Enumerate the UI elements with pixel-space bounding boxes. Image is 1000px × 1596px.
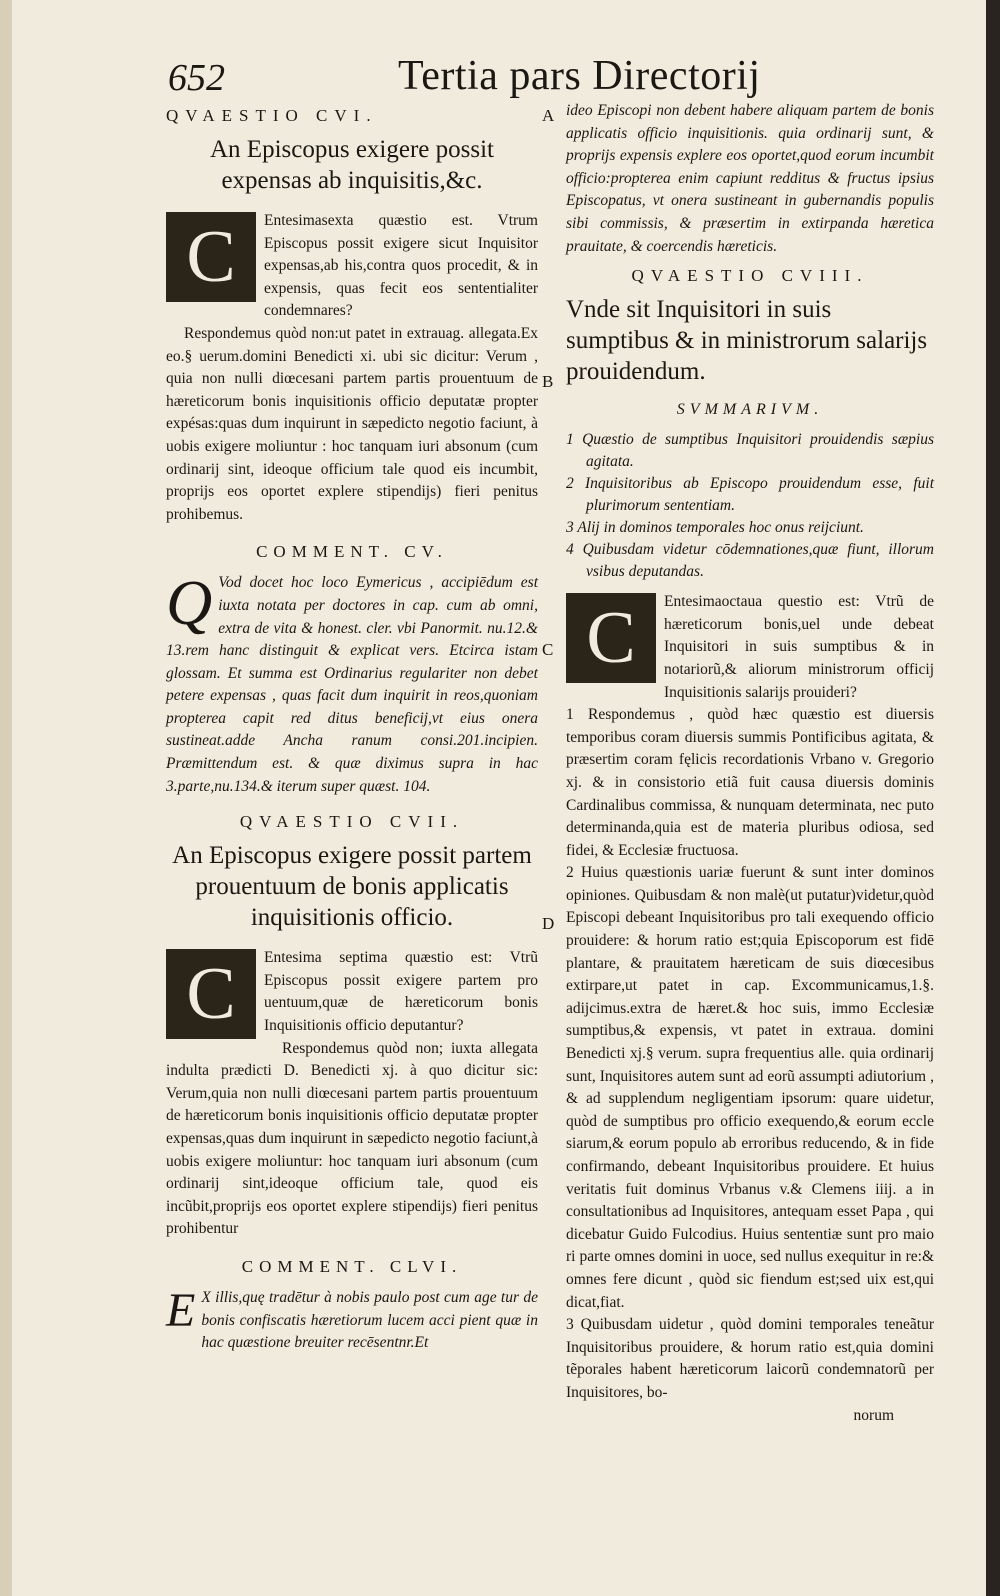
question-106-paragraph xyxy=(166,210,538,323)
comment-156-label: COMMENT. CLVI. xyxy=(241,1256,463,1276)
question-106-label: QVAESTIO CVI. xyxy=(166,106,378,125)
initial-letter: E xyxy=(166,1283,196,1337)
summary-item: 2 Inquisitoribus ab Episcopo prouidendum esse, fuit plurimorum sententiam. xyxy=(566,475,934,515)
question-107-answer: Respondemus quòd non; iuxta allegata indulta prædicti D. Benedicti xj. à quo dicitur sic: Verum,quia non nulli diœcesani partem partis prouentuum de hæreticorum bonis inquisitionis officio deputatæ propter expensas,quas dum inquirunt in sæpedicto negotio faciunt,à uobis exigere moliuntur: hoc tanquam iuri absonum (cum ordinarij sint,ideoque officium tale, quod eis incũbit,proprijs eos oportet explere stipendijs) fieri penitus prohibentur xyxy=(166,1039,538,1238)
question-106-answer: Respondemus quòd non:ut patet in extrauag. allegata.Ex eo.§ uerum.domini Benedicti xi. ubi sic dicitur: Verum , quia non nulli diœcesani partem partis prouentuum de hæreticorum bonis inquisitionis officio deputatæ propter expésas:quas dum inquirunt in sæpedicto negotio faciunt, à uobis exigere moliuntur : hoc tanquam iuri absonum (cum ordinarij sint, ideoque officium tale quod eis incumbit, proprijs eos oportet explere stipendijs) fieri penitus prohibemus. xyxy=(166,324,538,523)
question-107-title: An Episcopus exigere possit partem prouentuum de bonis applicatis inquisitionis officio. xyxy=(172,842,532,932)
summary-item: 1 Quæstio de sumptibus Inquisitori prouidendis sæpius agitata. xyxy=(566,431,934,471)
question-108-text: Entesimaoctaua questio est: Vtrũ de hæreticorum bonis,uel unde debeat Inquisitori in suis sumptibus & in notariorũ,& aliorum ministrorum officij Inquisitionis salarijs prouideri? xyxy=(664,593,934,701)
margin-letter-b: B xyxy=(542,372,554,391)
question-108-paragraph xyxy=(566,591,934,704)
summary-item: 3 Alij in dominos temporales hoc onus reijciunt. xyxy=(566,519,864,537)
margin-letter-d: D xyxy=(542,914,555,933)
summary-item: 4 Quibusdam videtur cōdemnationes,quæ fiunt, illorum vsibus deputandas. xyxy=(566,541,934,581)
left-column xyxy=(166,100,538,1355)
question-107-label: QVAESTIO CVII. xyxy=(239,812,465,832)
question-107-text: Entesima septima quæstio est: Vtrũ Episcopus possit exigere partem pro uentuum,quæ de hæreticorum bonis Inquisitionis officio deputantur? xyxy=(264,949,538,1035)
question-107-paragraph xyxy=(166,947,538,1037)
answer-paragraph-2: 2 Huius quæstionis uariæ fuerunt & sunt inter dominos opiniones. Quibusdam & non malè(ut putatur)videtur,quòd Episcopi debeant Inquisitoribus pro tali exequendo officio prouidere: & horum ratio est;quia Episcoporum est fidē plantare, & prauitatem hæreticam de suis diœcesibus extirpare,ut patet in cap. Excommunicamus,1.§. adijcimus.extra de hæret.& hoc suis, immo Ecclesiæ sumptibus,& expensis, vt patet in extraua. domini Benedicti xj.§ verum. supra frequentius alle. quia ordinarij sunt, Inquisitores autem sunt ad eorũ assumpti adiutorium , & ad supplendum negligentiam ipsorum: quare uidetur, quòd de sumptibus pro officio exequendo,& eorum eccle siarum,& eorum populo ab erroribus reducendo, & in fide confirmando, debeant Inquisitoribus prouidere. Et huius veritatis fuit dominus Vrbanus v.& Clemens iiij. a in consultationibus ad Inquisitores, antequam esset Papa , qui dicebatur Guido Fulcodius. Huius sententiæ sunt pro maio ri parte omnes domini in uoce, sed nullus exequitur in re:& omnes fere dicunt , quòd sic fiendum est;sed uix est,qui dicat,fiat. xyxy=(566,864,934,1311)
question-106-text: Entesimasexta quæstio est. Vtrum Episcopus possit exigere sicut Inquisitor expensas,ab his,contra quos procedit, & in expensis, quas fecit eos sententialiter condemnares? xyxy=(264,212,538,320)
question-106-title: An Episcopus exigere possit expensas ab inquisitis,&c. xyxy=(210,136,494,194)
answer-paragraph-3: 3 Quibusdam uidetur , quòd domini temporales teneãtur Inquisitoribus prouidere, & horum ratio est,quia domini tẽporales habent hæreticorum laicorũ condemnatorũ per Inquisitores, bo- xyxy=(566,1316,934,1401)
page-edge-right xyxy=(986,0,1000,1596)
comment-156-text: X illis,quę tradētur à nobis paulo post cum age tur de bonis confiscatis hæretiorum lucem acci pient quæ in hac quæstione breuiter recēsentnr.Et xyxy=(201,1288,538,1352)
right-column xyxy=(566,100,934,1427)
decorated-initial: C xyxy=(566,593,656,683)
summarium-label: SVMMARIVM. xyxy=(676,401,824,419)
comment-105-text: Vod docet hoc loco Eymericus , accipiēdum est iuxta notata per doctores in cap. cum ab omni, extra de vita & honest. cler. vbi Panormit. nu.12.& 13.rem hanc distinguit & explicat vers. Etcirca istam glossam. Et summa est Ordinarius regulariter non debet petere expensas , quas facit dum inquirit in reos,quoniam propterea capit red ditus beneficij,vt eius onera sustineat.adde Ancha ranum consi.201.incipien. Præmittendum est. & quæ diximus supra in hac 3.parte,nu.134.& iterum super quæst. 104. xyxy=(166,574,538,795)
initial-letter: Q xyxy=(166,567,213,639)
question-108-title: Vnde sit Inquisitori in suis sumptibus & in ministrorum salarijs prouidendum. xyxy=(566,296,928,386)
question-108-label: QVAESTIO CVIII. xyxy=(631,266,869,286)
answer-paragraph-1: 1 Respondemus , quòd hæc quæstio est diuersis temporibus coram diuersis summis Pontificibus agitata, & præsertim coram fęlicis recordationis Vrbano v. Gregorio xj. & in consistorio etiã fuit causa diuersis dominis Cardinalibus commissa, & nunquam determinata, nec puto determinanda,quia est de materia pluribus odiosa, sed fidei, & Ecclesiæ fructuosa. xyxy=(566,706,934,859)
catchword: norum xyxy=(853,1406,894,1424)
margin-letter-a: A xyxy=(542,106,555,125)
decorated-initial: C xyxy=(166,212,256,302)
decorated-initial: C xyxy=(166,949,256,1039)
running-title: Tertia pars Directorij xyxy=(398,53,761,99)
comment-105-label: COMMENT. CV. xyxy=(256,542,448,562)
continued-text: ideo Episcopi non debent habere aliquam partem de bonis applicatis officio inquisitionis. quia ordinarij sunt, & proprijs expensis explere eos oportet,quod eorum incumbit officio:propterea enim capiunt redditus & fructus ipsius Episcopatus, vt onera sustineant in gubernandis populis sibi commissis, & præsertim in extirpanda hæretica prauitate, & coercendis hæreticis. xyxy=(566,102,934,255)
margin-letter-c: C xyxy=(542,640,554,659)
comment-156-paragraph xyxy=(166,1283,538,1355)
page-number: 652 xyxy=(168,57,225,99)
page-edge-left xyxy=(0,0,12,1596)
comment-105-paragraph xyxy=(166,567,538,798)
